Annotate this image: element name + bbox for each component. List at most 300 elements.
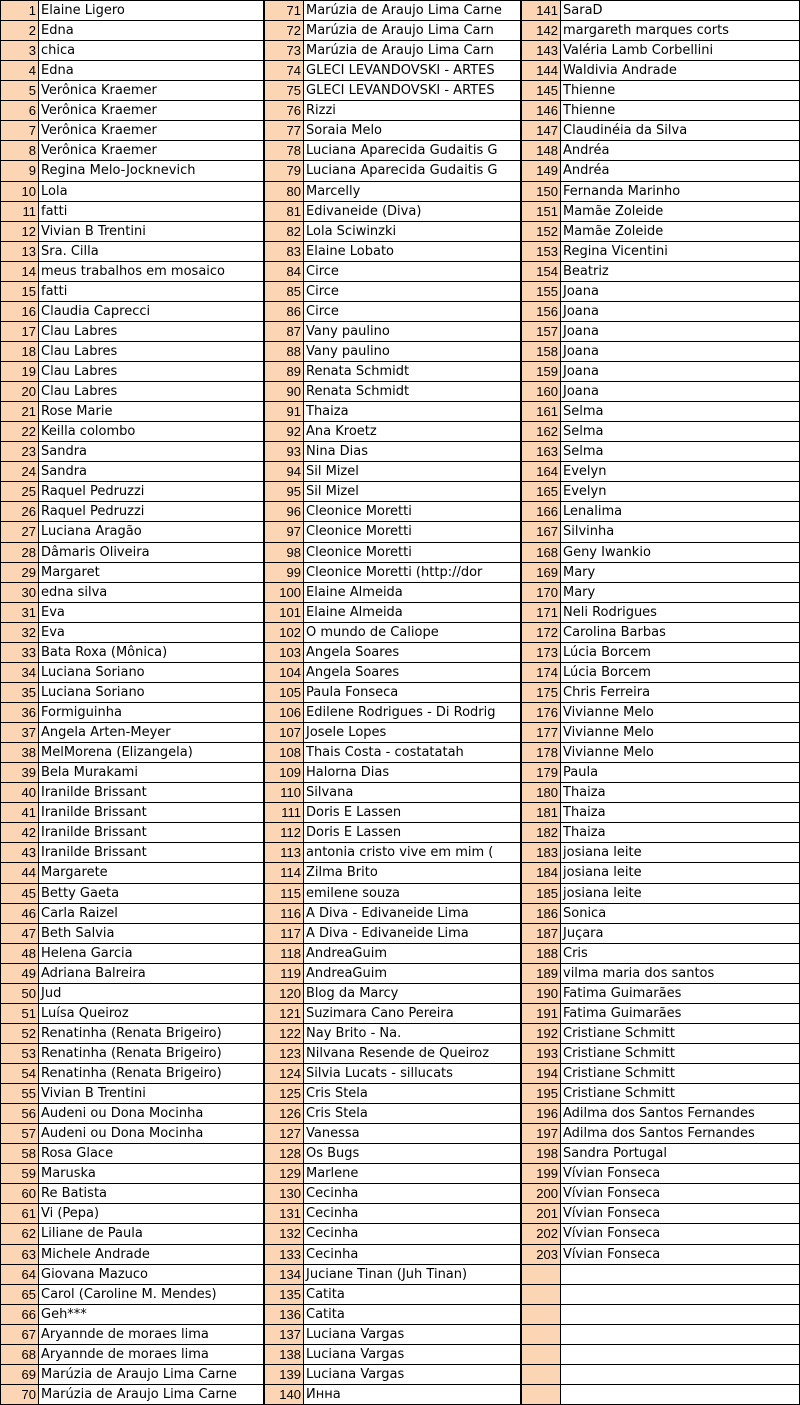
table-row[interactable] [264, 1143, 521, 1164]
name-cell[interactable]: Aryannde de moraes lima [39, 1344, 264, 1365]
row-number-cell[interactable]: 160 [521, 381, 561, 402]
row-number-cell[interactable]: 109 [264, 762, 304, 783]
table-row[interactable] [0, 1063, 264, 1084]
row-number-cell[interactable]: 139 [264, 1364, 304, 1385]
row-number-cell[interactable]: 196 [521, 1103, 561, 1124]
name-cell[interactable]: Lola [39, 181, 264, 202]
name-cell[interactable]: Vany paulino [304, 321, 521, 342]
row-number-cell[interactable]: 41 [0, 802, 39, 823]
name-cell[interactable]: Formiguinha [39, 702, 264, 723]
table-row[interactable] [521, 1384, 800, 1405]
table-row[interactable] [0, 782, 264, 803]
name-cell[interactable]: Renata Schmidt [304, 361, 521, 382]
row-number-cell[interactable]: 166 [521, 501, 561, 522]
row-number-cell[interactable]: 120 [264, 983, 304, 1004]
name-cell[interactable]: Audeni ou Dona Mocinha [39, 1103, 264, 1124]
name-cell[interactable]: Adriana Balreira [39, 963, 264, 984]
table-row[interactable] [0, 642, 264, 663]
row-number-cell[interactable]: 177 [521, 722, 561, 743]
row-number-cell[interactable]: 17 [0, 321, 39, 342]
table-row[interactable] [0, 1344, 264, 1365]
name-cell[interactable]: Liliane de Paula [39, 1223, 264, 1244]
table-row[interactable] [521, 100, 800, 121]
row-number-cell[interactable]: 183 [521, 842, 561, 863]
row-number-cell[interactable]: 4 [0, 60, 39, 81]
row-number-cell[interactable]: 116 [264, 903, 304, 924]
row-number-cell[interactable]: 90 [264, 381, 304, 402]
row-number-cell[interactable]: 37 [0, 722, 39, 743]
name-cell[interactable]: Renatinha (Renata Brigeiro) [39, 1043, 264, 1064]
row-number-cell[interactable]: 72 [264, 20, 304, 41]
name-cell[interactable]: Silvana [304, 782, 521, 803]
row-number-cell[interactable]: 136 [264, 1304, 304, 1325]
row-number-cell[interactable] [521, 1264, 561, 1285]
table-row[interactable] [264, 742, 521, 763]
table-row[interactable] [521, 261, 800, 282]
table-row[interactable] [521, 602, 800, 623]
row-number-cell[interactable]: 100 [264, 582, 304, 603]
name-cell[interactable]: Dâmaris Oliveira [39, 542, 264, 563]
row-number-cell[interactable]: 23 [0, 441, 39, 462]
name-cell[interactable]: Renatinha (Renata Brigeiro) [39, 1063, 264, 1084]
table-row[interactable] [264, 1244, 521, 1265]
row-number-cell[interactable]: 170 [521, 582, 561, 603]
row-number-cell[interactable]: 35 [0, 682, 39, 703]
name-cell[interactable]: Joana [561, 321, 800, 342]
table-row[interactable] [521, 1304, 800, 1325]
table-row[interactable] [264, 1264, 521, 1285]
name-cell[interactable]: Circe [304, 261, 521, 282]
table-row[interactable] [521, 1003, 800, 1024]
row-number-cell[interactable]: 102 [264, 622, 304, 643]
row-number-cell[interactable]: 168 [521, 542, 561, 563]
row-number-cell[interactable]: 192 [521, 1023, 561, 1044]
name-cell[interactable]: Elaine Lobato [304, 241, 521, 262]
row-number-cell[interactable]: 199 [521, 1163, 561, 1184]
row-number-cell[interactable]: 46 [0, 903, 39, 924]
name-cell[interactable]: Lenalima [561, 501, 800, 522]
table-row[interactable] [521, 542, 800, 563]
table-row[interactable] [521, 20, 800, 41]
name-cell[interactable]: vilma maria dos santos [561, 963, 800, 984]
name-cell[interactable]: josiana leite [561, 842, 800, 863]
row-number-cell[interactable]: 77 [264, 120, 304, 141]
name-cell[interactable]: Carol (Caroline M. Mendes) [39, 1284, 264, 1305]
table-row[interactable] [264, 20, 521, 41]
name-cell[interactable]: Luciana Soriano [39, 682, 264, 703]
table-row[interactable] [521, 782, 800, 803]
table-row[interactable] [521, 1083, 800, 1104]
row-number-cell[interactable]: 159 [521, 361, 561, 382]
table-row[interactable] [264, 441, 521, 462]
name-cell[interactable]: chica [39, 40, 264, 61]
table-row[interactable] [264, 702, 521, 723]
table-row[interactable] [521, 461, 800, 482]
name-cell[interactable]: A Diva - Edivaneide Lima [304, 923, 521, 944]
row-number-cell[interactable]: 130 [264, 1183, 304, 1204]
table-row[interactable] [0, 1384, 264, 1405]
table-row[interactable] [264, 521, 521, 542]
table-row[interactable] [0, 40, 264, 61]
row-number-cell[interactable]: 42 [0, 822, 39, 843]
table-row[interactable] [521, 160, 800, 181]
row-number-cell[interactable]: 167 [521, 521, 561, 542]
name-cell[interactable]: Marúzia de Araujo Lima Carne [39, 1364, 264, 1385]
name-cell[interactable]: Paula [561, 762, 800, 783]
row-number-cell[interactable]: 127 [264, 1123, 304, 1144]
name-cell[interactable]: Joana [561, 361, 800, 382]
row-number-cell[interactable]: 83 [264, 241, 304, 262]
name-cell[interactable]: Chris Ferreira [561, 682, 800, 703]
name-cell[interactable]: Evelyn [561, 461, 800, 482]
table-row[interactable] [0, 321, 264, 342]
name-cell[interactable]: Halorna Dias [304, 762, 521, 783]
name-cell[interactable]: Andréa [561, 140, 800, 161]
table-row[interactable] [521, 1284, 800, 1305]
name-cell[interactable]: Adilma dos Santos Fernandes [561, 1123, 800, 1144]
name-cell[interactable]: Joana [561, 301, 800, 322]
table-row[interactable] [264, 602, 521, 623]
row-number-cell[interactable]: 161 [521, 401, 561, 422]
table-row[interactable] [264, 401, 521, 422]
table-row[interactable] [521, 421, 800, 442]
row-number-cell[interactable]: 141 [521, 0, 561, 21]
row-number-cell[interactable]: 6 [0, 100, 39, 121]
row-number-cell[interactable]: 95 [264, 481, 304, 502]
row-number-cell[interactable]: 39 [0, 762, 39, 783]
table-row[interactable] [521, 1043, 800, 1064]
name-cell[interactable]: Edna [39, 20, 264, 41]
table-row[interactable] [0, 261, 264, 282]
name-cell[interactable]: Selma [561, 441, 800, 462]
name-cell[interactable]: Clau Labres [39, 381, 264, 402]
table-row[interactable] [0, 140, 264, 161]
table-row[interactable] [0, 341, 264, 362]
row-number-cell[interactable]: 156 [521, 301, 561, 322]
name-cell[interactable]: Lola Sciwinzki [304, 221, 521, 242]
row-number-cell[interactable]: 106 [264, 702, 304, 723]
table-row[interactable] [264, 983, 521, 1004]
name-cell[interactable]: Sonica [561, 903, 800, 924]
row-number-cell[interactable]: 15 [0, 281, 39, 302]
row-number-cell[interactable]: 121 [264, 1003, 304, 1024]
name-cell[interactable]: Cris Stela [304, 1103, 521, 1124]
row-number-cell[interactable]: 157 [521, 321, 561, 342]
row-number-cell[interactable]: 198 [521, 1143, 561, 1164]
name-cell[interactable]: GLECI LEVANDOVSKI - ARTES [304, 80, 521, 101]
name-cell[interactable]: Clau Labres [39, 341, 264, 362]
table-row[interactable] [521, 862, 800, 883]
row-number-cell[interactable]: 176 [521, 702, 561, 723]
name-cell[interactable]: Marúzia de Araujo Lima Carne [304, 0, 521, 21]
table-row[interactable] [0, 682, 264, 703]
name-cell[interactable]: Soraia Melo [304, 120, 521, 141]
name-cell[interactable]: Thaiza [561, 802, 800, 823]
table-row[interactable] [0, 421, 264, 442]
table-row[interactable] [0, 802, 264, 823]
name-cell[interactable]: Fatima Guimarães [561, 983, 800, 1004]
table-row[interactable] [0, 120, 264, 141]
row-number-cell[interactable]: 158 [521, 341, 561, 362]
table-row[interactable] [521, 963, 800, 984]
row-number-cell[interactable]: 81 [264, 201, 304, 222]
name-cell[interactable]: Blog da Marcy [304, 983, 521, 1004]
table-row[interactable] [521, 381, 800, 402]
table-row[interactable] [0, 1324, 264, 1345]
table-row[interactable] [264, 140, 521, 161]
name-cell[interactable]: Vivianne Melo [561, 722, 800, 743]
name-cell[interactable]: Giovana Mazuco [39, 1264, 264, 1285]
table-row[interactable] [0, 20, 264, 41]
table-row[interactable] [521, 221, 800, 242]
table-row[interactable] [264, 582, 521, 603]
row-number-cell[interactable]: 93 [264, 441, 304, 462]
row-number-cell[interactable]: 153 [521, 241, 561, 262]
table-row[interactable] [264, 802, 521, 823]
name-cell[interactable]: Rosa Glace [39, 1143, 264, 1164]
name-cell[interactable]: Iranilde Brissant [39, 802, 264, 823]
name-cell[interactable]: Angela Soares [304, 642, 521, 663]
table-row[interactable] [0, 903, 264, 924]
name-cell[interactable]: Carolina Barbas [561, 622, 800, 643]
row-number-cell[interactable]: 50 [0, 983, 39, 1004]
table-row[interactable] [521, 1264, 800, 1285]
row-number-cell[interactable]: 138 [264, 1344, 304, 1365]
table-row[interactable] [0, 221, 264, 242]
row-number-cell[interactable]: 150 [521, 181, 561, 202]
row-number-cell[interactable]: 69 [0, 1364, 39, 1385]
row-number-cell[interactable]: 13 [0, 241, 39, 262]
row-number-cell[interactable]: 97 [264, 521, 304, 542]
name-cell[interactable]: Vívian Fonseca [561, 1163, 800, 1184]
name-cell[interactable]: Marúzia de Araujo Lima Carne [39, 1384, 264, 1405]
row-number-cell[interactable]: 181 [521, 802, 561, 823]
name-cell[interactable]: Evelyn [561, 481, 800, 502]
row-number-cell[interactable]: 3 [0, 40, 39, 61]
row-number-cell[interactable]: 61 [0, 1203, 39, 1224]
table-row[interactable] [264, 1003, 521, 1024]
name-cell[interactable]: Luísa Queiroz [39, 1003, 264, 1024]
name-cell[interactable]: Silvinha [561, 521, 800, 542]
table-row[interactable] [0, 281, 264, 302]
row-number-cell[interactable]: 79 [264, 160, 304, 181]
table-row[interactable] [264, 60, 521, 81]
table-row[interactable] [0, 742, 264, 763]
name-cell[interactable]: Catita [304, 1304, 521, 1325]
row-number-cell[interactable]: 34 [0, 662, 39, 683]
table-row[interactable] [264, 682, 521, 703]
table-row[interactable] [521, 321, 800, 342]
row-number-cell[interactable]: 29 [0, 562, 39, 583]
row-number-cell[interactable] [521, 1284, 561, 1305]
row-number-cell[interactable]: 74 [264, 60, 304, 81]
row-number-cell[interactable]: 112 [264, 822, 304, 843]
name-cell[interactable]: Clau Labres [39, 361, 264, 382]
name-cell[interactable]: Lúcia Borcem [561, 662, 800, 683]
name-cell[interactable]: O mundo de Caliope [304, 622, 521, 643]
row-number-cell[interactable]: 31 [0, 602, 39, 623]
row-number-cell[interactable]: 122 [264, 1023, 304, 1044]
row-number-cell[interactable]: 87 [264, 321, 304, 342]
row-number-cell[interactable]: 126 [264, 1103, 304, 1124]
table-row[interactable] [0, 1083, 264, 1104]
table-row[interactable] [521, 622, 800, 643]
name-cell[interactable]: Valéria Lamb Corbellini [561, 40, 800, 61]
name-cell[interactable]: Vany paulino [304, 341, 521, 362]
row-number-cell[interactable]: 151 [521, 201, 561, 222]
name-cell[interactable]: Carla Raizel [39, 903, 264, 924]
table-row[interactable] [521, 722, 800, 743]
table-row[interactable] [0, 943, 264, 964]
name-cell[interactable]: Iranilde Brissant [39, 782, 264, 803]
table-row[interactable] [264, 923, 521, 944]
row-number-cell[interactable]: 103 [264, 642, 304, 663]
name-cell[interactable]: Joana [561, 281, 800, 302]
name-cell[interactable]: Thienne [561, 80, 800, 101]
name-cell[interactable]: Инна [304, 1384, 521, 1405]
row-number-cell[interactable]: 191 [521, 1003, 561, 1024]
name-cell[interactable]: Mary [561, 582, 800, 603]
row-number-cell[interactable]: 45 [0, 883, 39, 904]
table-row[interactable] [0, 562, 264, 583]
row-number-cell[interactable]: 21 [0, 401, 39, 422]
row-number-cell[interactable]: 63 [0, 1244, 39, 1265]
table-row[interactable] [264, 221, 521, 242]
row-number-cell[interactable]: 172 [521, 622, 561, 643]
row-number-cell[interactable]: 66 [0, 1304, 39, 1325]
name-cell[interactable]: Thais Costa - costatatah [304, 742, 521, 763]
table-row[interactable] [0, 441, 264, 462]
row-number-cell[interactable]: 86 [264, 301, 304, 322]
name-cell[interactable]: Clau Labres [39, 321, 264, 342]
row-number-cell[interactable]: 89 [264, 361, 304, 382]
table-row[interactable] [0, 361, 264, 382]
table-row[interactable] [521, 1203, 800, 1224]
name-cell[interactable]: Sandra Portugal [561, 1143, 800, 1164]
row-number-cell[interactable]: 36 [0, 702, 39, 723]
name-cell[interactable]: Luciana Vargas [304, 1364, 521, 1385]
table-row[interactable] [264, 822, 521, 843]
row-number-cell[interactable]: 118 [264, 943, 304, 964]
name-cell[interactable]: Jud [39, 983, 264, 1004]
table-row[interactable] [0, 60, 264, 81]
name-cell[interactable]: Joana [561, 381, 800, 402]
row-number-cell[interactable]: 10 [0, 181, 39, 202]
row-number-cell[interactable]: 123 [264, 1043, 304, 1064]
table-row[interactable] [264, 100, 521, 121]
table-row[interactable] [0, 582, 264, 603]
row-number-cell[interactable]: 71 [264, 0, 304, 21]
name-cell[interactable]: meus trabalhos em mosaico [39, 261, 264, 282]
row-number-cell[interactable]: 203 [521, 1244, 561, 1265]
name-cell[interactable]: Verônica Kraemer [39, 100, 264, 121]
table-row[interactable] [521, 562, 800, 583]
row-number-cell[interactable]: 58 [0, 1143, 39, 1164]
name-cell[interactable]: Angela Arten-Meyer [39, 722, 264, 743]
name-cell[interactable]: SaraD [561, 0, 800, 21]
table-row[interactable] [264, 361, 521, 382]
row-number-cell[interactable]: 16 [0, 301, 39, 322]
row-number-cell[interactable]: 105 [264, 682, 304, 703]
name-cell[interactable]: Neli Rodrigues [561, 602, 800, 623]
name-cell[interactable]: Marúzia de Araujo Lima Carn [304, 40, 521, 61]
name-cell[interactable]: Zilma Brito [304, 862, 521, 883]
row-number-cell[interactable]: 142 [521, 20, 561, 41]
name-cell[interactable]: Os Bugs [304, 1143, 521, 1164]
row-number-cell[interactable]: 51 [0, 1003, 39, 1024]
name-cell[interactable]: Andréa [561, 160, 800, 181]
name-cell[interactable]: Vi (Pepa) [39, 1203, 264, 1224]
name-cell[interactable]: Marcelly [304, 181, 521, 202]
table-row[interactable] [0, 1364, 264, 1385]
table-row[interactable] [521, 822, 800, 843]
table-row[interactable] [264, 943, 521, 964]
row-number-cell[interactable]: 28 [0, 542, 39, 563]
name-cell[interactable]: Maruska [39, 1163, 264, 1184]
row-number-cell[interactable]: 82 [264, 221, 304, 242]
table-row[interactable] [521, 481, 800, 502]
name-cell[interactable]: Doris E Lassen [304, 802, 521, 823]
table-row[interactable] [264, 501, 521, 522]
table-row[interactable] [521, 60, 800, 81]
name-cell[interactable]: Sandra [39, 441, 264, 462]
row-number-cell[interactable]: 140 [264, 1384, 304, 1405]
name-cell[interactable]: Paula Fonseca [304, 682, 521, 703]
name-cell[interactable]: Rizzi [304, 100, 521, 121]
name-cell[interactable]: Vívian Fonseca [561, 1183, 800, 1204]
table-row[interactable] [264, 1384, 521, 1405]
row-number-cell[interactable]: 70 [0, 1384, 39, 1405]
row-number-cell[interactable]: 60 [0, 1183, 39, 1204]
name-cell[interactable]: Edilene Rodrigues - Di Rodrig [304, 702, 521, 723]
row-number-cell[interactable]: 9 [0, 160, 39, 181]
name-cell[interactable]: Verônica Kraemer [39, 80, 264, 101]
name-cell[interactable]: Lúcia Borcem [561, 642, 800, 663]
table-row[interactable] [521, 1063, 800, 1084]
table-row[interactable] [521, 1183, 800, 1204]
name-cell[interactable]: Eva [39, 602, 264, 623]
name-cell[interactable]: Iranilde Brissant [39, 822, 264, 843]
table-row[interactable] [0, 1043, 264, 1064]
name-cell[interactable]: Cleonice Moretti [304, 542, 521, 563]
name-cell[interactable]: Cris [561, 943, 800, 964]
table-row[interactable] [264, 181, 521, 202]
row-number-cell[interactable]: 96 [264, 501, 304, 522]
name-cell[interactable]: Verônica Kraemer [39, 140, 264, 161]
name-cell[interactable]: Luciana Aparecida Gudaitis G [304, 140, 521, 161]
table-row[interactable] [0, 722, 264, 743]
name-cell[interactable]: josiana leite [561, 883, 800, 904]
row-number-cell[interactable]: 178 [521, 742, 561, 763]
row-number-cell[interactable]: 48 [0, 943, 39, 964]
table-row[interactable] [0, 1223, 264, 1244]
name-cell[interactable]: Beatriz [561, 261, 800, 282]
table-row[interactable] [0, 862, 264, 883]
row-number-cell[interactable]: 33 [0, 642, 39, 663]
table-row[interactable] [264, 1203, 521, 1224]
table-row[interactable] [0, 241, 264, 262]
name-cell[interactable]: Sil Mizel [304, 481, 521, 502]
row-number-cell[interactable]: 195 [521, 1083, 561, 1104]
table-row[interactable] [264, 481, 521, 502]
table-row[interactable] [521, 281, 800, 302]
name-cell[interactable]: Elaine Almeida [304, 602, 521, 623]
table-row[interactable] [264, 622, 521, 643]
name-cell[interactable]: Silvia Lucats - sillucats [304, 1063, 521, 1084]
table-row[interactable] [264, 1023, 521, 1044]
row-number-cell[interactable]: 32 [0, 622, 39, 643]
row-number-cell[interactable] [521, 1364, 561, 1385]
